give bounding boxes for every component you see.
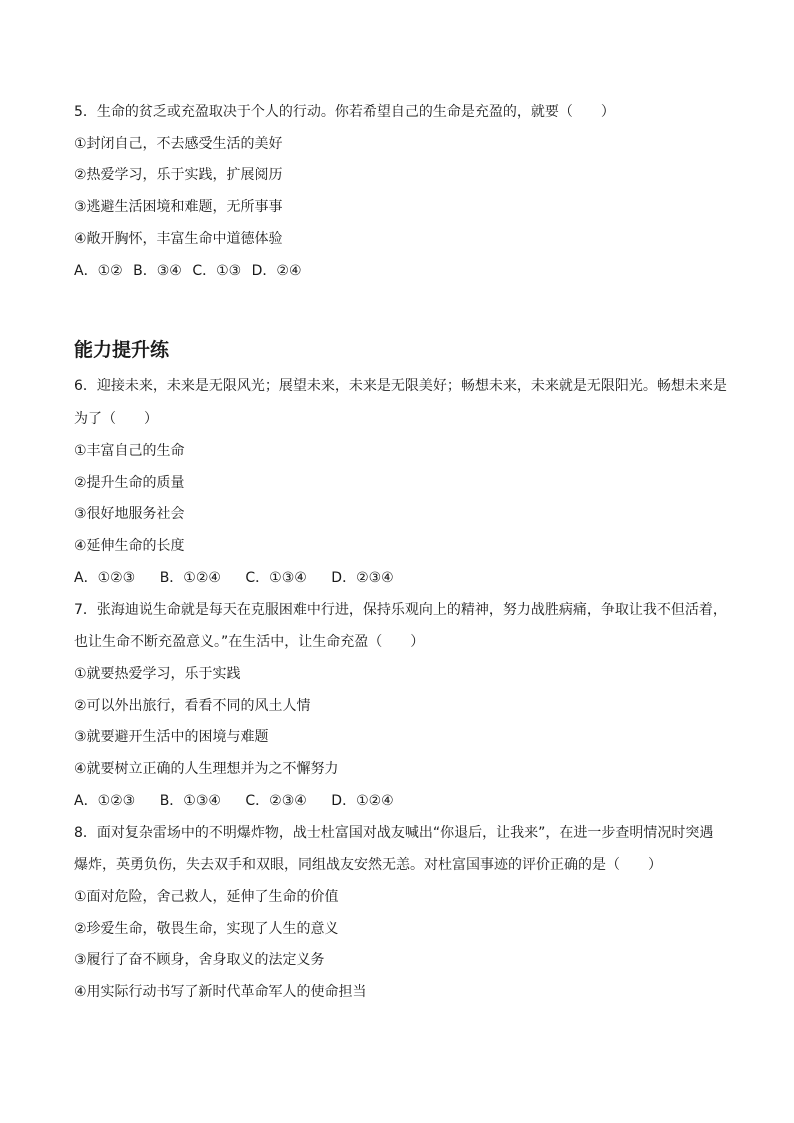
q8-stem-line-1: 8．面对复杂雷场中的不明爆炸物，战士杜富国对战友喊出“你退后，让我来”，在进一步查明情况时突遇	[74, 825, 714, 841]
q8-stem-line-2: 爆炸，英勇负伤，失去双手和双眼，同组战友安然无恙。对杜富国事迹的评价正确的是（ ）	[74, 857, 662, 873]
section-title: 能力提升练	[74, 339, 170, 361]
q7-choice-a: A．①②③	[74, 793, 136, 809]
q5-choice-a: A．①②	[74, 263, 123, 279]
q5-choice-d: D．②④	[251, 263, 302, 279]
q7-stem-line-1: 7．张海迪说生命就是每天在克服困难中行进，保持乐观向上的精神，努力战胜病痛，争取让我不但活着，	[74, 602, 727, 618]
q5-choice-b: B．③④	[133, 263, 182, 279]
q8-option-2: ②珍爱生命，敬畏生命，实现了人生的意义	[74, 921, 339, 937]
q7-option-1: ①就要热爱学习，乐于实践	[74, 666, 241, 682]
q7-choice-b: B．①③④	[159, 793, 221, 809]
q5-choices	[74, 262, 308, 280]
q5-option-1: ①封闭自己，不去感受生活的美好	[74, 136, 283, 152]
q6-option-2: ②提升生命的质量	[74, 475, 185, 491]
q8-option-1: ①面对危险，舍己救人，延伸了生命的价值	[74, 889, 339, 905]
q7-option-2: ②可以外出旅行，看看不同的风土人情	[74, 698, 311, 714]
q5-option-4: ④敞开胸怀，丰富生命中道德体验	[74, 231, 283, 247]
q6-stem-line-2: 为了（ ）	[74, 411, 158, 427]
q8-option-3: ③履行了奋不顾身，舍身取义的法定义务	[74, 952, 325, 968]
q7-stem-line-2: 也让生命不断充盈意义。”在生活中，让生命充盈（ ）	[74, 634, 425, 650]
q6-choices	[74, 569, 414, 587]
q5-option-2: ②热爱学习，乐于实践，扩展阅历	[74, 167, 283, 183]
q5-choice-c: C．①③	[192, 263, 242, 279]
q6-choice-b: B．①②④	[159, 570, 221, 586]
q6-option-1: ①丰富自己的生命	[74, 443, 185, 459]
q7-choices	[74, 792, 414, 810]
q7-option-4: ④就要树立正确的人生理想并为之不懈努力	[74, 761, 339, 777]
q8-option-4: ④用实际行动书写了新时代革命军人的使命担当	[74, 984, 367, 1000]
q5-option-3: ③逃避生活困境和难题，无所事事	[74, 199, 283, 215]
q7-choice-d: D．①②④	[331, 793, 394, 809]
q6-option-4: ④延伸生命的长度	[74, 538, 185, 554]
q6-choice-c: C．①③④	[245, 570, 307, 586]
q6-option-3: ③很好地服务社会	[74, 506, 185, 522]
q6-choice-d: D．②③④	[331, 570, 394, 586]
q5-stem: 5．生命的贫乏或充盈取决于个人的行动。你若希望自己的生命是充盈的，就要（ ）	[74, 104, 615, 120]
q7-choice-c: C．②③④	[245, 793, 307, 809]
q7-option-3: ③就要避开生活中的困境与难题	[74, 729, 269, 745]
q6-choice-a: A．①②③	[74, 570, 136, 586]
q6-stem-line-1: 6．迎接未来，未来是无限风光；展望未来，未来是无限美好；畅想未来，未来就是无限阳光。畅想未来是	[74, 378, 727, 394]
